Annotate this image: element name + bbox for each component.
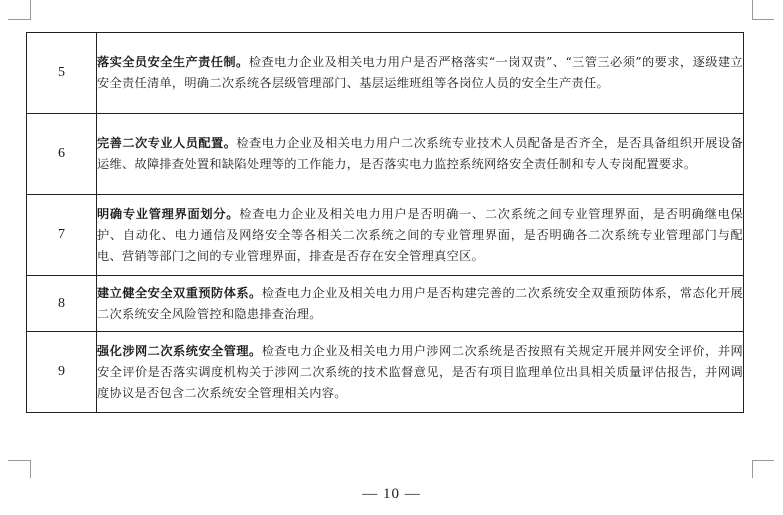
crop-mark-top-left-vertical (30, 0, 31, 20)
item-content (97, 332, 744, 413)
item-heading: 落实全员安全生产责任制。 (97, 55, 249, 69)
table-row (27, 332, 744, 413)
item-description: 检查电力企业及相关电力用户是否严格落实“一岗双责”、“三管三必须”的要求，逐级建立安全责任清单，明确二次系统各层级管理部门、基层运维班组等各岗位人员的安全生产责任。 (97, 55, 743, 90)
item-heading: 明确专业管理界面划分。 (97, 206, 240, 221)
table-row (27, 114, 744, 195)
crop-mark-top-right-horizontal (752, 19, 774, 20)
item-content (97, 33, 744, 114)
crop-mark-bottom-left-vertical (30, 460, 31, 478)
item-content (97, 114, 744, 195)
table-row (27, 276, 744, 332)
item-number: 6 (27, 114, 97, 195)
item-number: 9 (27, 332, 97, 413)
crop-mark-top-left-horizontal (8, 19, 30, 20)
item-content (97, 276, 744, 332)
crop-mark-bottom-left-horizontal (8, 460, 30, 461)
table-row (27, 195, 744, 276)
crop-mark-bottom-right-vertical (752, 460, 753, 478)
item-number: 7 (27, 195, 97, 276)
item-description: 检查电力企业及相关电力用户二次系统专业技术人员配备是否齐全，是否具备组织开展设备运维、故障排查处置和缺陷处理等的工作能力，是否落实电力监控系统网络安全责任制和专人专岗配置要求。 (97, 136, 743, 171)
crop-mark-bottom-right-horizontal (752, 460, 774, 461)
crop-mark-top-right-vertical (752, 0, 753, 20)
page-number: — 10 — (362, 486, 421, 502)
table-row (27, 33, 744, 114)
item-description: 检查电力企业及相关电力用户是否构建完善的二次系统安全双重预防体系，常态化开展二次系统安全风险管控和隐患排查治理。 (97, 285, 743, 321)
item-number: 8 (27, 276, 97, 332)
item-number: 5 (27, 33, 97, 114)
item-heading: 完善二次专业人员配置。 (97, 136, 237, 150)
item-content (97, 195, 744, 276)
item-description: 检查电力企业及相关电力用户涉网二次系统是否按照有关规定开展并网安全评价，并网安全评价是否落实调度机构关于涉网二次系统的技术监督意见，是否有项目监理单位出具相关质量评估报告，并网调度协议是否包含二次系统安全管理相关内容。 (97, 343, 743, 400)
item-description: 检查电力企业及相关电力用户是否明确一、二次系统之间专业管理界面，是否明确继电保护、自动化、电力通信及网络安全等各相关二次系统之间的专业管理界面，是否明确各二次系统专业管理部门与配电、营销等部门之间的专业管理界面，排查是否存在安全管理真空区。 (97, 206, 743, 263)
item-heading: 建立健全安全双重预防体系。 (97, 285, 262, 300)
inspection-items-table (26, 32, 744, 413)
item-heading: 强化涉网二次系统安全管理。 (97, 343, 262, 358)
